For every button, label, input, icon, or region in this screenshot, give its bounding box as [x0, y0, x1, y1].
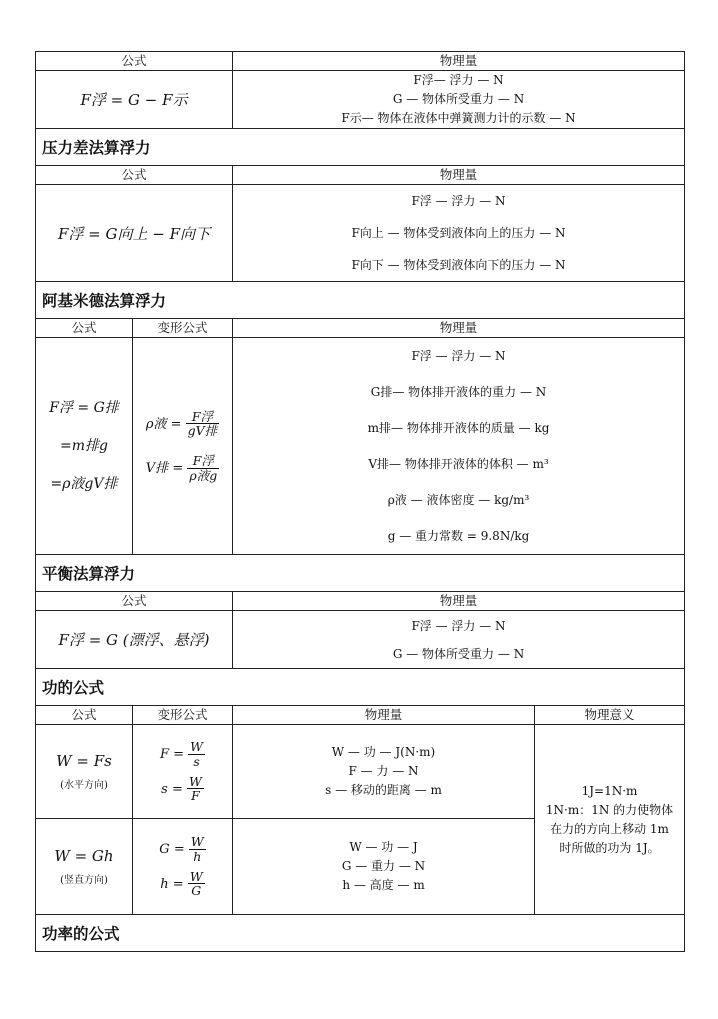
fraction — [189, 835, 206, 864]
formula-line: W = Gh — [54, 847, 114, 865]
header-row — [36, 319, 685, 338]
meaning-line: 1J=1N·m — [581, 783, 638, 798]
col-quantity: 物理量 — [233, 592, 685, 611]
numerator: W — [189, 773, 202, 789]
numerator: F浮 — [187, 454, 219, 469]
formula-cell: F浮 = G (漂浮、悬浮) — [36, 611, 233, 669]
quantity-line: F浮 — 浮力 — N — [411, 618, 506, 633]
physics-formula-table — [35, 51, 685, 952]
section-title: 平衡法算浮力 — [36, 555, 685, 592]
meaning-line: 在力的方向上移动 1m — [550, 821, 669, 836]
col-quantity: 物理量 — [233, 706, 535, 725]
header-row — [36, 52, 685, 71]
variant-cell — [133, 338, 233, 555]
variant-formula — [133, 835, 232, 864]
col-formula: 公式 — [36, 592, 233, 611]
quantity-line: G — 物体所受重力 — N — [392, 92, 525, 106]
quantity-line: G — 物体所受重力 — N — [392, 646, 525, 661]
formula-line: W = Fs — [56, 752, 112, 770]
numerator: F浮 — [186, 410, 220, 425]
quantity-line: W — 功 — J — [349, 840, 418, 854]
numerator: W — [189, 868, 203, 884]
quantity-line: G — 重力 — N — [341, 859, 426, 873]
header-row — [36, 706, 685, 725]
quantity-cell — [233, 185, 685, 282]
fraction — [186, 410, 220, 439]
formula-cell — [36, 338, 133, 555]
quantity-line: G排— 物体排开液体的重力 — N — [370, 385, 547, 399]
quantity-line: m排— 物体排开液体的质量 — kg — [367, 421, 550, 435]
formula-note: (竖直方向) — [60, 875, 108, 886]
section-title: 功的公式 — [36, 669, 685, 706]
col-quantity: 物理量 — [233, 319, 685, 338]
formula-line: =m排g — [60, 438, 108, 454]
section-title: 压力差法算浮力 — [36, 129, 685, 166]
variant-lhs: ρ液 = — [145, 416, 182, 432]
quantity-line: F浮 — 浮力 — N — [411, 194, 506, 208]
col-meaning: 物理意义 — [535, 706, 685, 725]
denominator: ρ液g — [189, 467, 218, 483]
quantity-line: F向下 — 物体受到液体向下的压力 — N — [351, 258, 566, 272]
variant-lhs: h = — [160, 876, 184, 892]
fraction — [187, 454, 219, 483]
formula-sheet — [35, 51, 684, 952]
variant-lhs: F = — [159, 746, 185, 762]
denominator: s — [193, 753, 200, 769]
table-row — [36, 725, 685, 819]
section-title: 阿基米德法算浮力 — [36, 282, 685, 319]
meaning-line: 1N·m：1N 的力使物体 — [545, 802, 674, 817]
formula-note: (水平方向) — [60, 780, 108, 791]
fraction — [188, 870, 205, 899]
variant-lhs: G = — [159, 841, 185, 857]
table-row — [36, 185, 685, 282]
quantity-line: V排— 物体排开液体的体积 — m³ — [368, 457, 549, 471]
table-row — [36, 611, 685, 669]
variant-lhs: s = — [161, 781, 183, 797]
section-row — [36, 915, 685, 952]
denominator: G — [191, 883, 202, 899]
quantity-cell — [233, 338, 685, 555]
section-row — [36, 129, 685, 166]
col-formula: 公式 — [36, 319, 133, 338]
quantity-line: F浮— 浮力 — N — [413, 73, 504, 87]
quantity-line: g — 重力常数 = 9.8N/kg — [387, 529, 530, 543]
section-row — [36, 282, 685, 319]
section-title: 功率的公式 — [36, 915, 685, 952]
col-quantity: 物理量 — [233, 52, 685, 71]
fraction — [187, 775, 204, 804]
col-variant: 变形公式 — [133, 706, 233, 725]
quantity-line: ρ液 — 液体密度 — kg/m³ — [387, 493, 530, 507]
quantity-cell — [233, 71, 685, 129]
col-quantity: 物理量 — [233, 166, 685, 185]
numerator: W — [190, 834, 204, 849]
formula-line: F浮 = G排 — [49, 400, 119, 416]
variant-formula — [133, 410, 232, 439]
quantity-line: F浮 — 浮力 — N — [411, 349, 506, 363]
quantity-line: F — 力 — N — [348, 764, 419, 778]
col-variant: 变形公式 — [133, 319, 233, 338]
quantity-line: s — 移动的距离 — m — [325, 783, 442, 797]
variant-formula — [133, 870, 232, 899]
formula-cell: F浮 = G向上 − F向下 — [36, 185, 233, 282]
quantity-line: W — 功 — J(N·m) — [331, 745, 436, 759]
fraction — [188, 740, 205, 769]
variant-formula — [133, 775, 232, 804]
section-row — [36, 555, 685, 592]
formula-cell — [36, 819, 133, 915]
meaning-line: 时所做的功为 1J。 — [559, 840, 660, 855]
quantity-line: F向上 — 物体受到液体向上的压力 — N — [351, 226, 566, 240]
header-row — [36, 592, 685, 611]
table-row — [36, 338, 685, 555]
quantity-line: F示— 物体在液体中弹簧测力计的示数 — N — [341, 111, 576, 125]
col-formula: 公式 — [36, 706, 133, 725]
formula-cell: F浮 = G − F示 — [36, 71, 233, 129]
variant-lhs: V排 = — [145, 460, 184, 476]
numerator: W — [190, 739, 204, 754]
section-row — [36, 669, 685, 706]
quantity-line: h — 高度 — m — [342, 878, 425, 892]
quantity-cell — [233, 725, 535, 819]
denominator: h — [193, 848, 202, 864]
header-row — [36, 166, 685, 185]
variant-cell — [133, 725, 233, 819]
col-formula: 公式 — [36, 166, 233, 185]
denominator: F — [191, 788, 200, 804]
meaning-cell — [535, 725, 685, 915]
col-formula: 公式 — [36, 52, 233, 71]
quantity-cell — [233, 819, 535, 915]
formula-line: =ρ液gV排 — [50, 476, 118, 492]
variant-cell — [133, 819, 233, 915]
variant-formula — [133, 454, 232, 483]
quantity-cell — [233, 611, 685, 669]
denominator: gV排 — [187, 423, 218, 439]
variant-formula — [133, 740, 232, 769]
table-row — [36, 71, 685, 129]
formula-cell — [36, 725, 133, 819]
